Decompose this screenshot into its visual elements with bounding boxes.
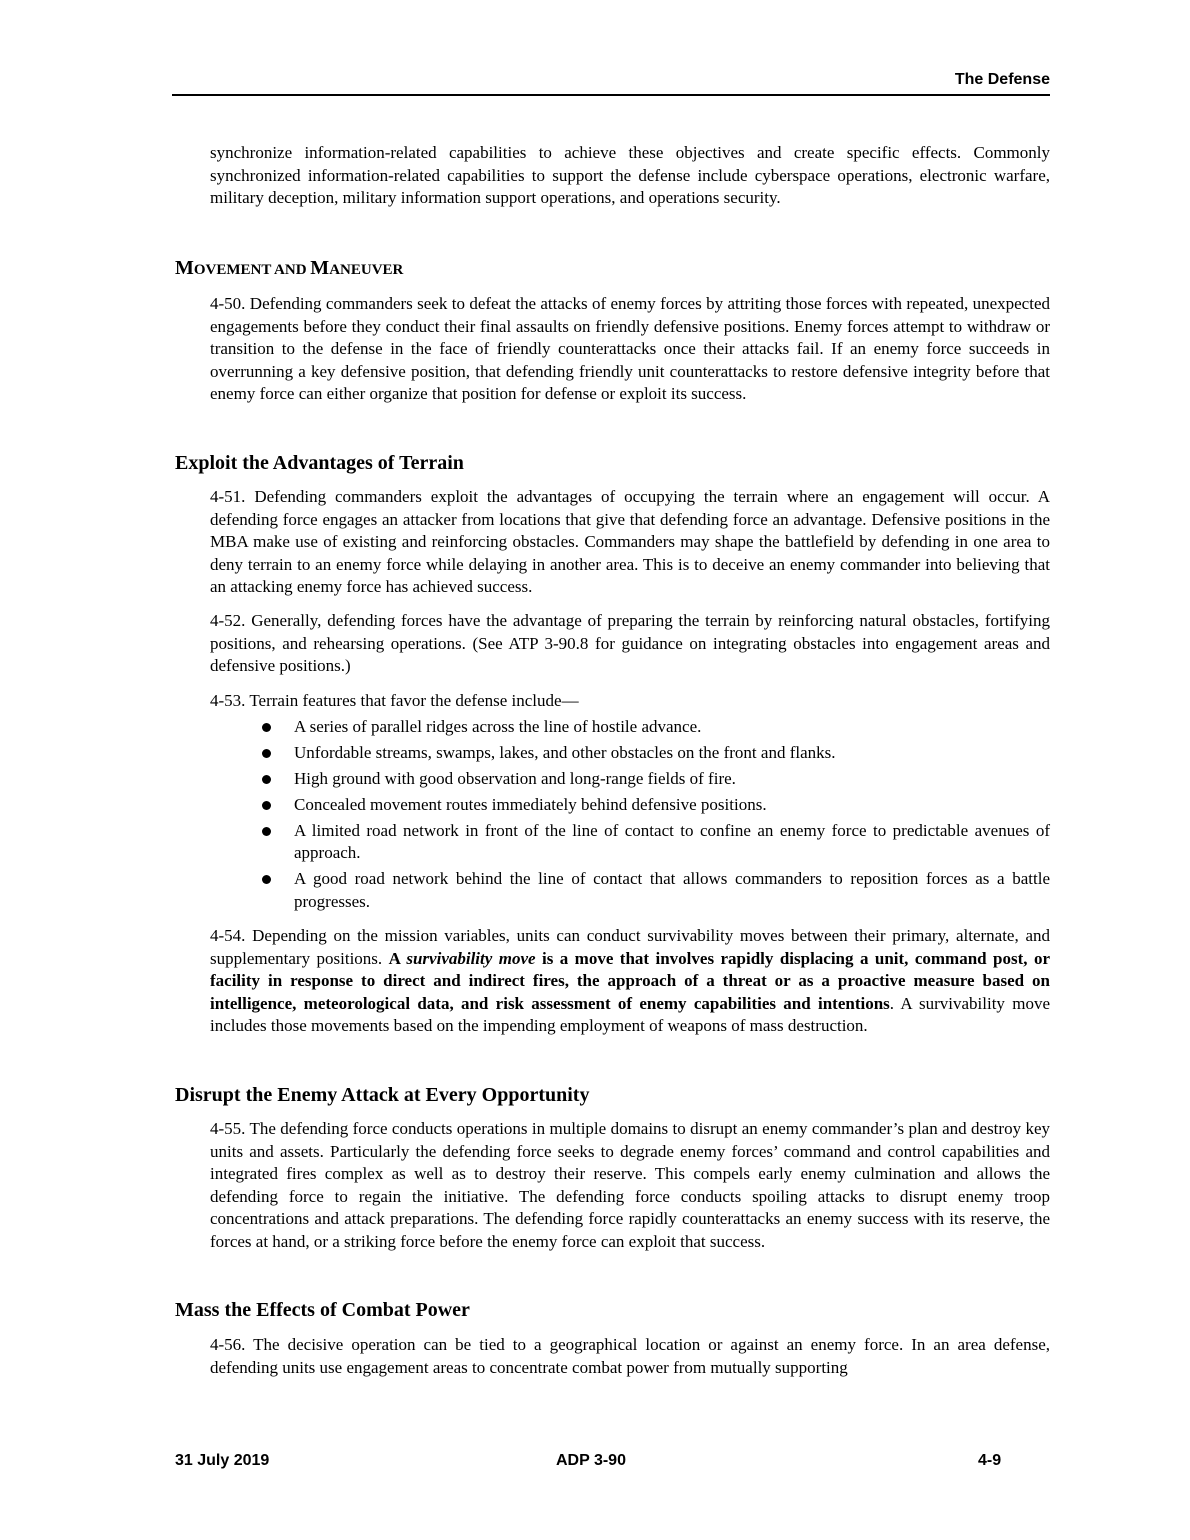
- paragraph-4-50: 4-50. Defending commanders seek to defeat the attacks of enemy forces by attriting those forces with repeated, unexpected engagements before they conduct their final assaults on friendly defensive positions. Enemy forces attempt to withdraw or transition to the defense in the face of friendly counterattacks once their attacks fail. If an enemy force succeeds in overrunning a key defensive position, that defending friendly unit counterattacks to restore defensive integrity before that enemy force can either organize that position for defense or exploit its success.: [210, 294, 1050, 403]
- bullet-icon: [262, 801, 271, 810]
- footer-page-number: 4-9: [978, 1452, 1002, 1469]
- paragraph-4-53: 4-53. Terrain features that favor the defense include— A series of parallel ridges across the line of hostile advance. Unfordable streams, swamps, lakes, and other obstacles on the front and flanks. High ground with good observation and long-range fields of fire. Concealed movement routes immediately behind defensive positions. A limited road network in front of the line of contact to confine an enemy force to predictable avenues of approach. A good road network behind the line of contact that allows commanders to reposition forces as a battle progresses.: [210, 690, 1050, 917]
- footer-date: 31 July 2019: [175, 1452, 270, 1469]
- footer-publication: ADP 3-90: [556, 1452, 626, 1469]
- bullet-icon: [262, 875, 271, 884]
- intro-paragraph: [210, 142, 1050, 210]
- terrain-features-list: [210, 716, 1050, 914]
- intro-text: synchronize information-related capabilities to achieve these objectives and create specific effects. Commonly synchronized information-related capabilities to support the defense include cyberspace operations, electronic warfare, military deception, military information support operations, and operations security.: [210, 143, 1050, 207]
- heading-exploit-terrain: Exploit the Advantages of Terrain: [175, 452, 464, 474]
- heading-mass-effects: Mass the Effects of Combat Power: [175, 1299, 470, 1321]
- bullet-icon: [262, 827, 271, 836]
- list-item: A limited road network in front of the line of contact to confine an enemy force to predictable avenues of approach.: [210, 820, 1050, 865]
- list-item: A series of parallel ridges across the line of hostile advance.: [210, 716, 1050, 739]
- list-item: A good road network behind the line of contact that allows commanders to reposition forces as a battle progresses.: [210, 868, 1050, 913]
- list-item: High ground with good observation and long-range fields of fire.: [210, 768, 1050, 791]
- paragraph-4-51: 4-51. Defending commanders exploit the advantages of occupying the terrain where an engagement will occur. A defending force engages an attacker from locations that give that defending force an advantage. Defensive positions in the MBA make use of existing and reinforcing obstacles. Commanders may shape the battlefield by defending in one area to deny terrain to an enemy force while delaying in another area. This is to deceive an enemy commander into believing that an attacking enemy force has achieved success.: [210, 487, 1050, 596]
- definition-text: A survivability move is a move that involves rapidly displacing a unit, command post, or facility in response to direct and indirect fires, the approach of a threat or as a proactive measure based on intelligence, meteorological data, and risk assessment of enemy capabilities and intentions: [210, 948, 1050, 1013]
- paragraph-4-52: 4-52. Generally, defending forces have the advantage of preparing the terrain by reinforcing natural obstacles, fortifying positions, and rehearsing operations. (See ATP 3-90.8 for guidance on integrating obstacles into engagement areas and defensive positions.): [210, 611, 1050, 675]
- bullet-icon: [262, 775, 271, 784]
- header-title: The Defense: [954, 71, 1050, 88]
- defined-term: survivability move: [406, 948, 536, 968]
- section-heading-movement: MOVEMENT AND MANEUVER: [175, 257, 404, 279]
- paragraph-4-54: 4-54. Depending on the mission variables, units can conduct survivability moves between their primary, alternate, and supplementary positions. A survivability move is a move that involves rapidly displacing a unit, command post, or facility in response to direct and indirect fires, the approach of a threat or as a proactive measure based on intelligence, meteorological data, and risk assessment of enemy capabilities and intentions. A survivability move includes those movements based on the impending employment of weapons of mass destruction.: [210, 926, 1050, 1035]
- heading-disrupt-enemy: Disrupt the Enemy Attack at Every Opportunity: [175, 1084, 590, 1106]
- paragraph-4-55: 4-55. The defending force conducts operations in multiple domains to disrupt an enemy commander’s plan and destroy key units and assets. Particularly the defending force seeks to degrade enemy forces’ command and control capabilities and integrated fires complex as well as to destroy their reserve. This compels early enemy culmination and allows the defending force to regain the initiative. The defending force conducts spoiling attacks to disrupt enemy troop concentrations and attack preparations. The defending force rapidly counterattacks an enemy success with its reserve, the forces at hand, or a striking force before the enemy force can exploit that success.: [210, 1119, 1050, 1251]
- list-item: Unfordable streams, swamps, lakes, and other obstacles on the front and flanks.: [210, 742, 1050, 765]
- bullet-icon: [262, 723, 271, 732]
- list-item: Concealed movement routes immediately behind defensive positions.: [210, 794, 1050, 817]
- paragraph-4-56: 4-56. The decisive operation can be tied to a geographical location or against an enemy force. In an area defense, defending units use engagement areas to concentrate combat power from mutually supporting: [210, 1335, 1050, 1377]
- bullet-icon: [262, 749, 271, 758]
- running-header: [172, 70, 1050, 96]
